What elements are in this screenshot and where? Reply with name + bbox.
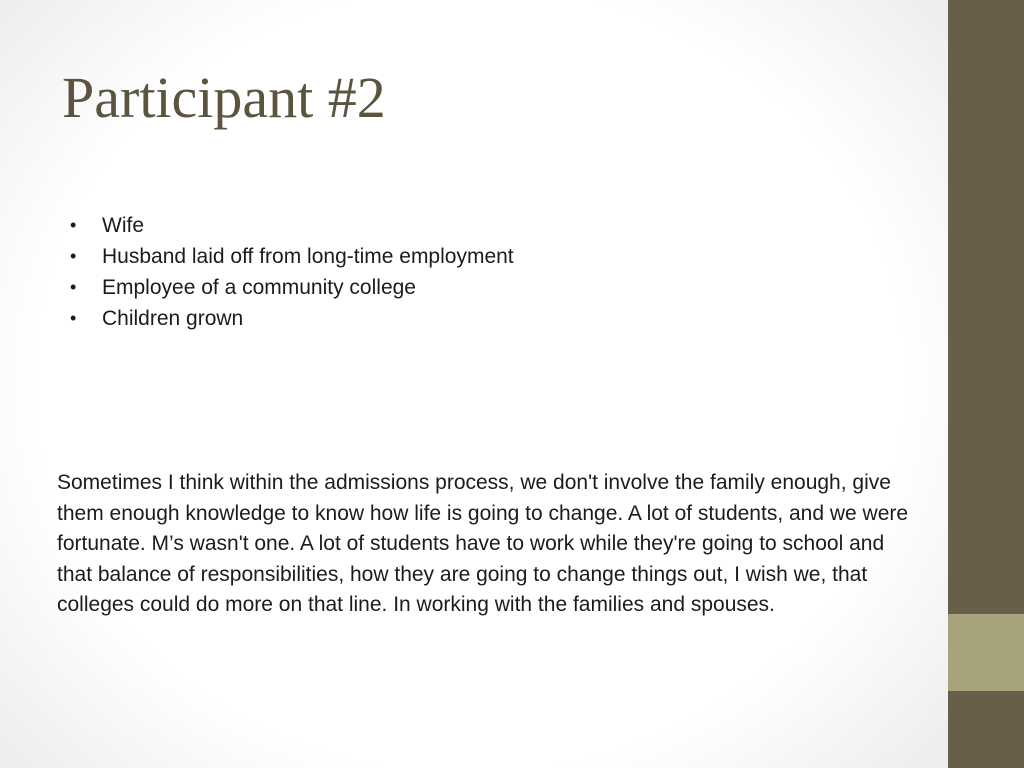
slide-title: Participant #2	[62, 65, 386, 130]
bullet-text: Wife	[102, 214, 144, 237]
bullet-marker: •	[70, 308, 77, 328]
bullet-item	[62, 272, 514, 303]
bullet-item	[62, 210, 514, 241]
bullet-marker: •	[70, 215, 77, 235]
decorative-sidebar	[948, 0, 1024, 768]
bullet-item	[62, 241, 514, 272]
bullet-marker: •	[70, 277, 77, 297]
participant-quote: Sometimes I think within the admissions process, we don't involve the family enough, give them enough knowledge to know how life is going to change. A lot of students, and we were fortunate. M’s wasn't one. A lot of students have to work while they're going to school and that balance of responsibilities, how they are going to change things out, I wish we, that colleges could do more on that line. In working with the families and spouses.	[57, 471, 909, 617]
bullet-text: Employee of a community college	[102, 276, 416, 299]
bullet-list	[62, 210, 514, 334]
bullet-text: Husband laid off from long-time employment	[102, 245, 514, 268]
bullet-item	[62, 303, 514, 334]
sidebar-accent-block	[948, 614, 1024, 691]
bullet-text: Children grown	[102, 307, 244, 330]
bullet-marker: •	[70, 246, 77, 266]
